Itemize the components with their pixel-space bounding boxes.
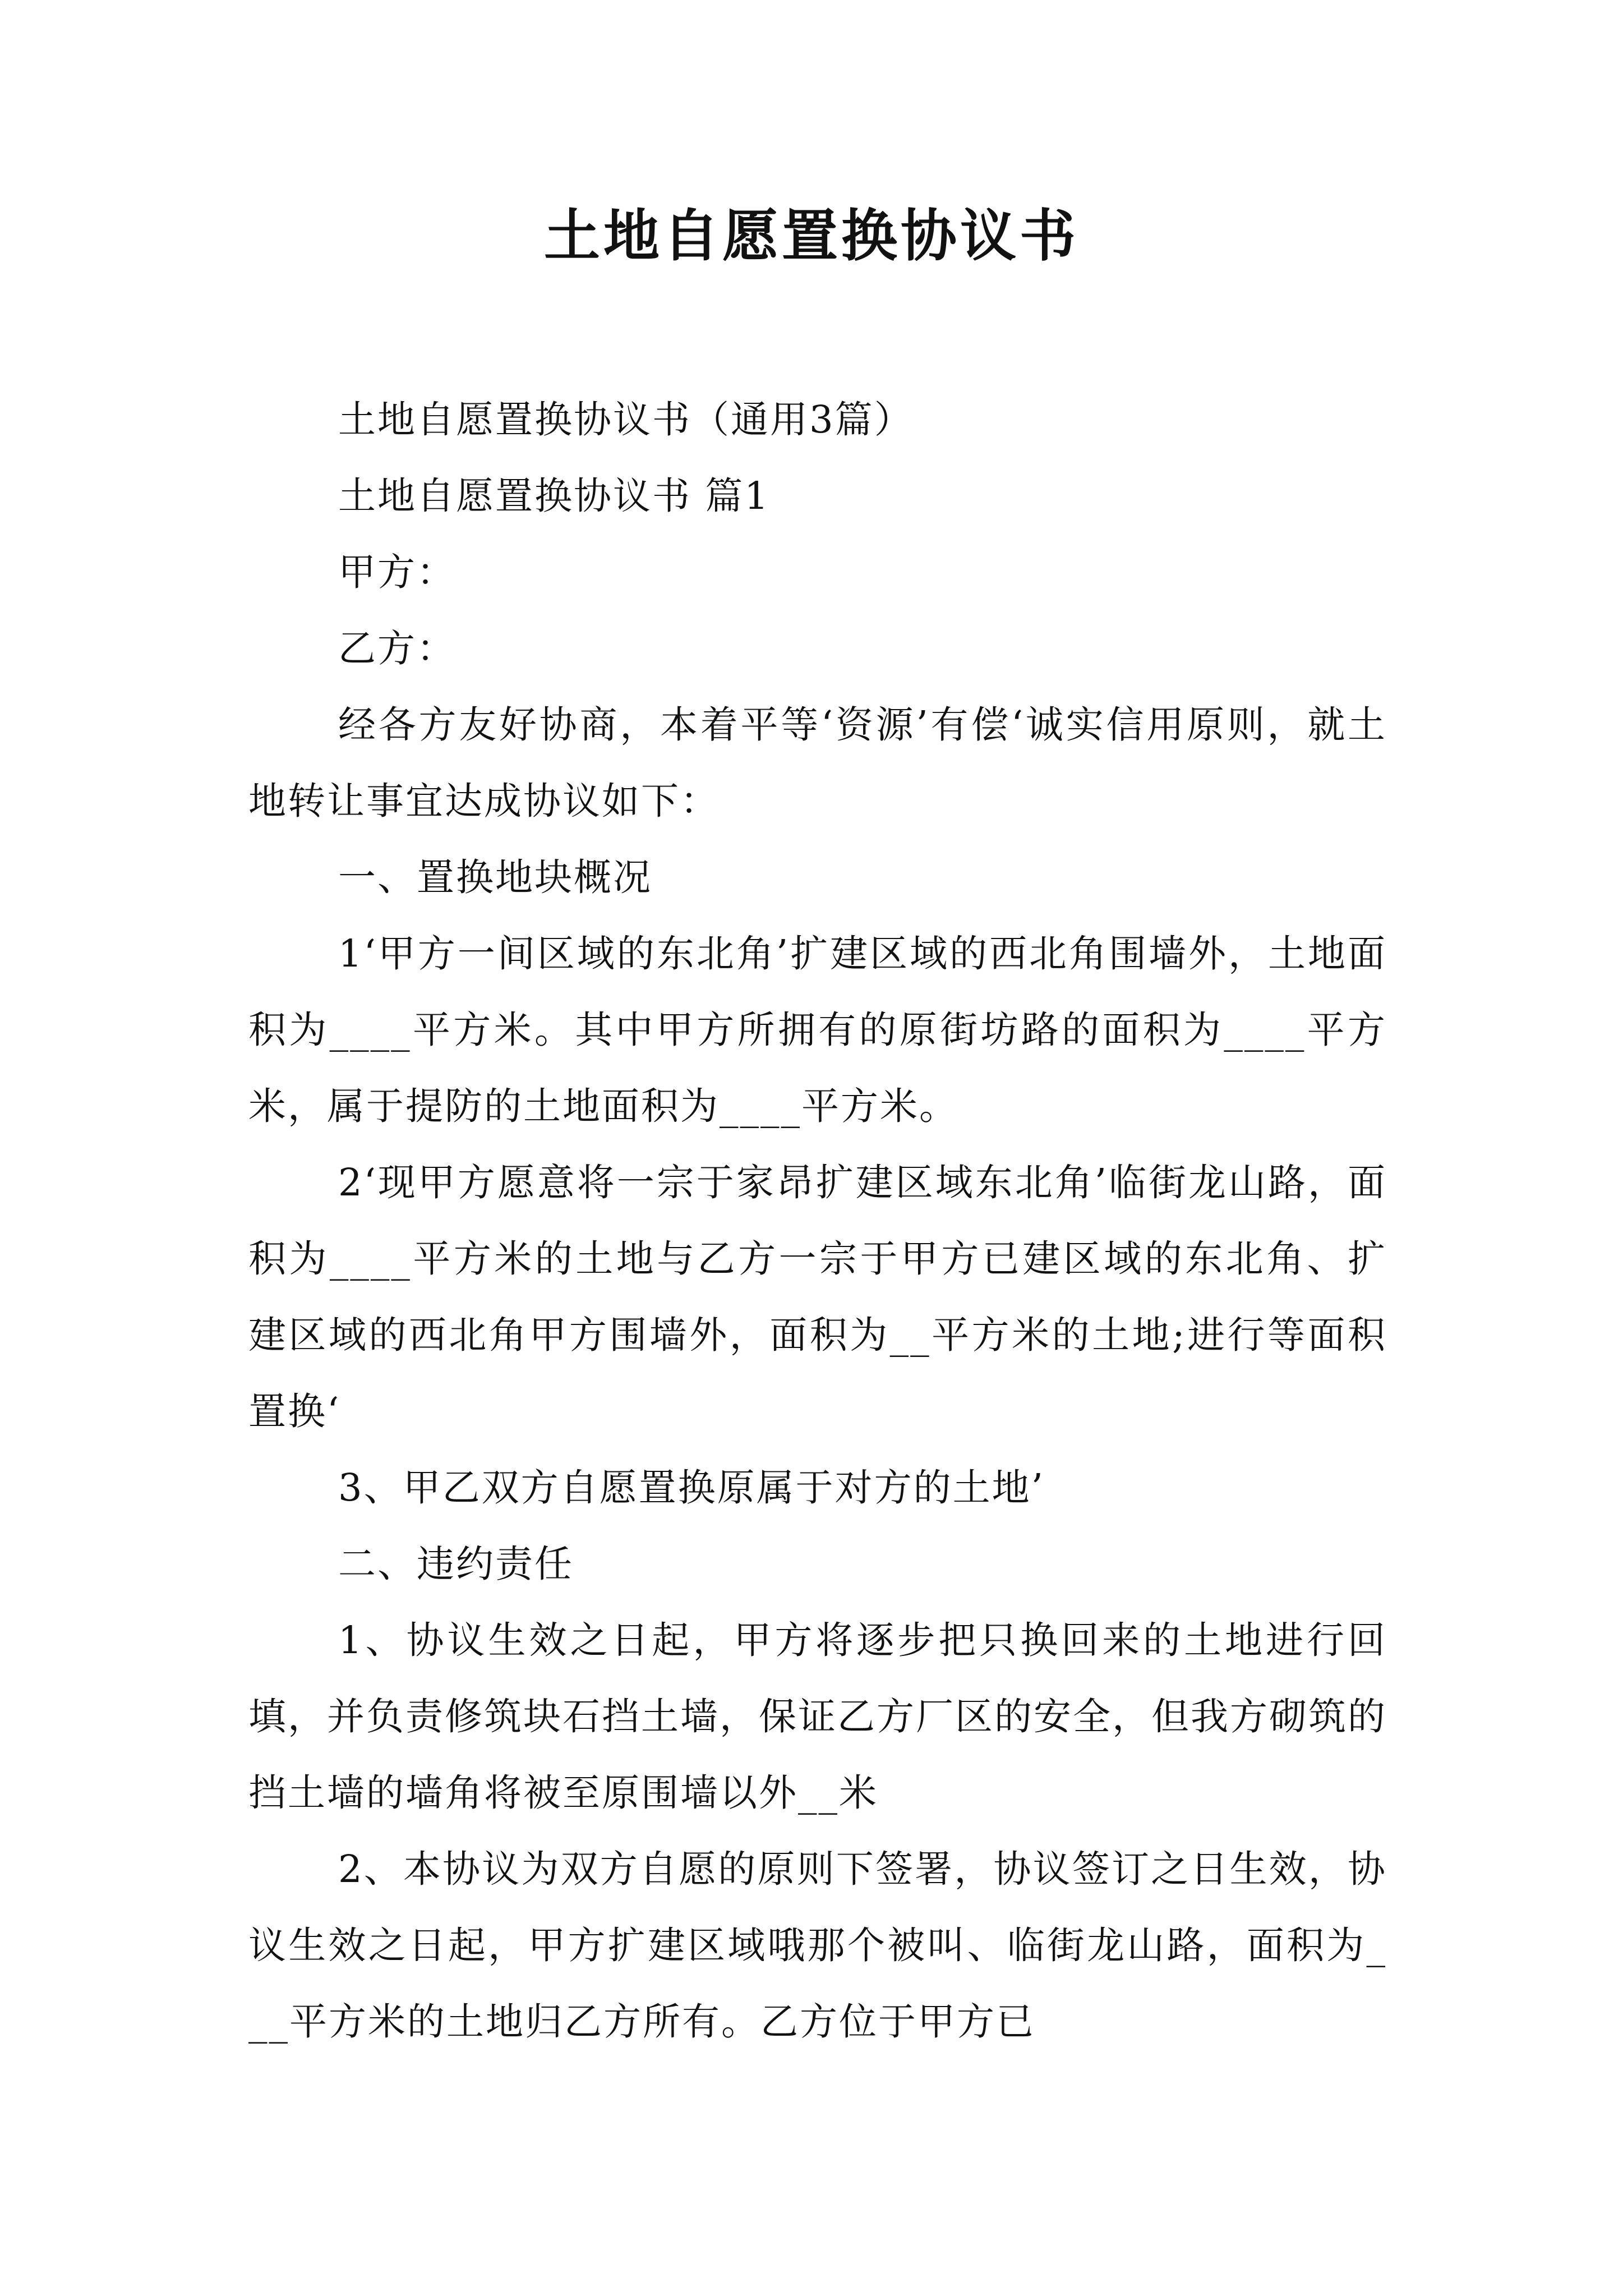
paragraph-clause-2-1: 1、协议生效之日起，甲方将逐步把只换回来的土地进行回填，并负责修筑块石挡土墙，保证乙方厂区的安全，但我方砌筑的挡土墙的墙角将被至原围墙以外__米 xyxy=(248,1618,1387,1815)
paragraph-heading-1: 一、置换地块概况 xyxy=(338,855,652,899)
paragraph-intro: 经各方友好协商，本着平等‘资源’有偿‘诚实信用原则，就土地转让事宜达成协议如下： xyxy=(248,703,1387,823)
document-title: 土地自愿置换协议书 xyxy=(544,203,1079,269)
paragraph-clause-2-2: 2、本协议为双方自愿的原则下签署，协议签订之日生效，协议生效之日起，甲方扩建区域哦那个被叫、临街龙山路，面积为___平方米的土地归乙方所有。乙方位于甲方已 xyxy=(248,1847,1387,2044)
paragraph-clause-1-2: 2‘现甲方愿意将一宗于家昂扩建区域东北角’临街龙山路，面积为____平方米的土地与乙方一宗于甲方已建区域的东北角、扩建区域的西北角甲方围墙外，面积为__平方米的土地;进行等面积置换‘ xyxy=(248,1161,1387,1433)
paragraph-clause-1-1: 1‘甲方一间区域的东北角’扩建区域的西北角围墙外，土地面积为____平方米。其中甲方所拥有的原街坊路的面积为____平方米，属于提防的土地面积为____平方米。 xyxy=(248,932,1387,1128)
paragraph-subtitle: 土地自愿置换协议书（通用3篇） xyxy=(338,398,914,441)
paragraph-clause-1-3: 3、甲乙双方自愿置换原属于对方的土地’ xyxy=(338,1466,1045,1510)
paragraph-party-b: 乙方： xyxy=(338,627,456,670)
document-body xyxy=(248,381,1387,2060)
paragraph-party-a: 甲方： xyxy=(338,550,456,594)
paragraph-section-heading: 土地自愿置换协议书 篇1 xyxy=(338,474,770,518)
paragraph-heading-2: 二、违约责任 xyxy=(338,1542,574,1586)
